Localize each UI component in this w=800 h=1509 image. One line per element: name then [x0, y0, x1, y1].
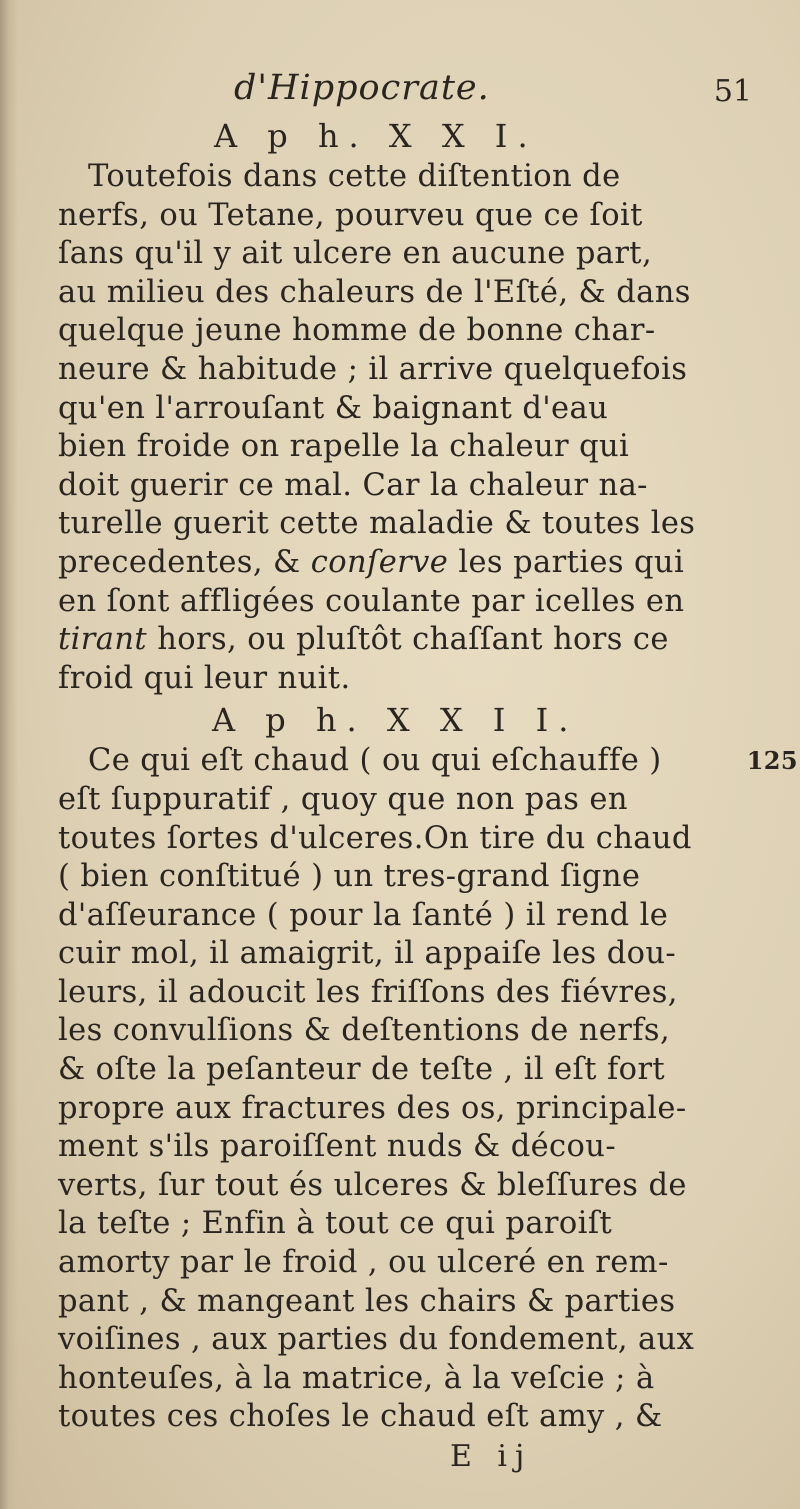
text-line: ment s'ils paroiſſent nuds & décou-: [58, 1129, 617, 1165]
text-line: nerfs, ou Tetane, pourveu que ce ſoit: [58, 197, 643, 233]
text-line: quelque jeune homme de bonne char-: [58, 313, 656, 349]
italic-word: tirant: [58, 622, 148, 658]
text-line: toutes ſortes d'ulceres.On tire du chaud: [58, 820, 692, 856]
text-line: leurs, il adoucit les friſſons des fiévres,: [58, 974, 678, 1010]
aphorism-22-text: [58, 742, 798, 1437]
text-segment: precedentes, &: [58, 544, 301, 580]
text-line: honteuſes, à la matrice, à la veſcie ; à: [58, 1360, 655, 1396]
text-segment: les parties qui: [458, 544, 685, 580]
margin-note: 125: [746, 746, 798, 776]
aphorism-21-title: A p h. X X I.: [214, 117, 538, 155]
text-line: froid qui leur nuit.: [58, 660, 351, 696]
text-line: propre aux fractures des os, principale-: [58, 1090, 687, 1126]
page-spine-shadow: [0, 0, 18, 1509]
text-line: toutes ces choſes le chaud eſt amy , &: [58, 1399, 663, 1435]
text-line: Toutefois dans cette diſtention de: [88, 159, 621, 194]
text-line: ( bien conſtitué ) un tres-grand ſigne: [58, 859, 641, 895]
text-line: [58, 621, 758, 660]
text-line: eſt ſuppuratif , quoy que non pas en: [58, 781, 628, 817]
text-line: neure & habitude ; il arrive quelquefois: [58, 351, 688, 387]
text-line: les convulſions & deſtentions de nerfs,: [58, 1013, 671, 1049]
text-line: d'aſſeurance ( pour la ſanté ) il rend le: [58, 897, 669, 933]
text-line: voiſines , aux parties du fondement, aux: [58, 1322, 695, 1358]
text-line: [58, 544, 758, 583]
text-line: bien froide on rapelle la chaleur qui: [58, 429, 630, 465]
text-line: au milieu des chaleurs de l'Eſté, & dans: [58, 274, 691, 310]
text-line: amorty par le froid , ou ulceré en rem-: [58, 1245, 669, 1281]
text-line: [58, 742, 798, 781]
text-segment: Ce qui eſt chaud ( ou qui eſchauffe ): [88, 743, 662, 779]
text-line: & oſte la peſanteur de teſte , il eſt fort: [58, 1052, 666, 1088]
text-line: doit guerir ce mal. Car la chaleur na-: [58, 467, 648, 503]
text-line: ſans qu'il y ait ulcere en aucune part,: [58, 236, 653, 272]
page-number: 51: [713, 74, 752, 109]
text-line: turelle guerit cette maladie & toutes les: [58, 506, 696, 542]
aphorism-22-title: A p h. X X I I.: [212, 701, 579, 740]
text-line: la teſte ; Enfin à tout ce qui paroiſt: [58, 1206, 613, 1242]
text-line: verts, ſur tout és ulceres & bleſſures de: [58, 1167, 687, 1203]
text-line: pant , & mangeant les chairs & parties: [58, 1283, 676, 1319]
aphorism-21-text: [58, 158, 758, 698]
running-title: d'Hippocrate.: [234, 68, 490, 108]
text-line: cuir mol, il amaigrit, il appaiſe les dou-: [58, 936, 677, 972]
text-line: qu'en l'arrouſant & baignant d'eau: [58, 390, 609, 426]
italic-word: conſerve: [310, 544, 449, 580]
text-line: en ſont affligées coulante par icelles en: [58, 583, 685, 619]
text-segment: hors, ou pluſtôt chaſſant hors ce: [157, 622, 669, 658]
running-head: [58, 68, 758, 114]
signature-mark: E ij: [450, 1439, 533, 1474]
page-content: [58, 68, 798, 1477]
